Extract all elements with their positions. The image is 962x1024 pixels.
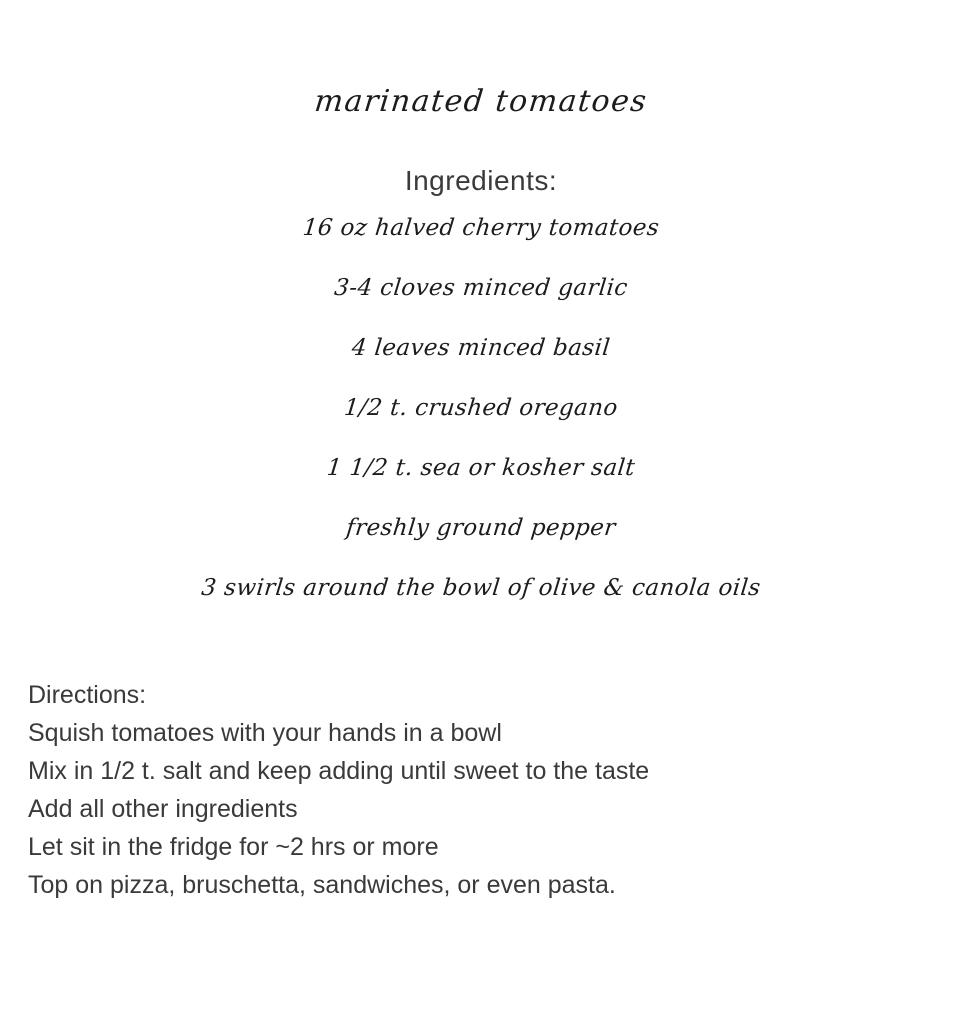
- page-title: marinated tomatoes: [312, 84, 650, 120]
- list-item: Squish tomatoes with your hands in a bowl: [28, 719, 502, 747]
- list-item: freshly ground pepper: [344, 515, 618, 541]
- list-item: Top on pizza, bruschetta, sandwiches, or even pasta.: [28, 871, 616, 899]
- list-item: Let sit in the fridge for ~2 hrs or more: [28, 833, 439, 861]
- list-item: Add all other ingredients: [28, 795, 298, 823]
- directions-heading: Directions:: [28, 681, 147, 709]
- list-item: 1/2 t. crushed oregano: [342, 395, 620, 421]
- list-item: Mix in 1/2 t. salt and keep adding until sweet to the taste: [28, 757, 650, 785]
- list-item: 3 swirls around the bowl of olive & canola oils: [200, 575, 762, 601]
- list-item: 3-4 cloves minced garlic: [332, 275, 630, 301]
- ingredients-heading: Ingredients:: [404, 165, 558, 197]
- ingredients-list: [0, 198, 962, 618]
- directions-section: [28, 676, 928, 904]
- list-item: 4 leaves minced basil: [350, 335, 612, 361]
- list-item: 1 1/2 t. sea or kosher salt: [325, 455, 637, 481]
- directions-list: [28, 714, 928, 904]
- list-item: 16 oz halved cherry tomatoes: [301, 215, 661, 241]
